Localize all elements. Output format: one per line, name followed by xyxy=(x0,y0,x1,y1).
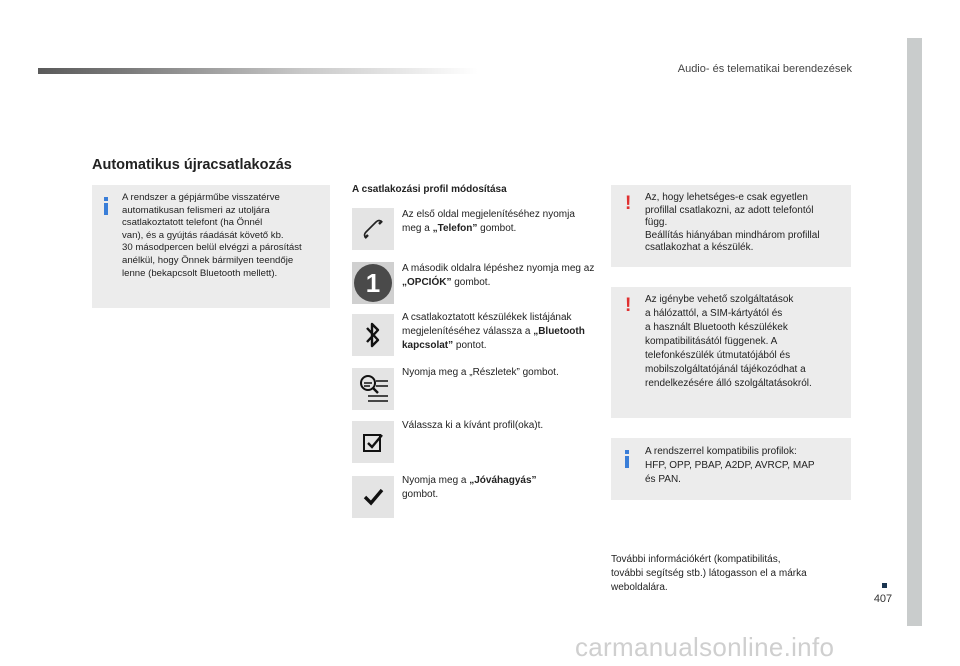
info-icon xyxy=(625,456,629,468)
note-text: A rendszerrel kompatibilis profilok: HFP, OPP, PBAP, A2DP, AVRCP, MAP és PAN. xyxy=(645,446,815,485)
phone-icon xyxy=(360,216,386,242)
details-icon xyxy=(356,372,390,406)
step-number-badge xyxy=(352,262,394,304)
note-text: Az, hogy lehetséges-e csak egyetlen profillal csatlakozni, az adott telefontól függ. Beállítás hiányában mindhárom profillal csatlakozhat a készülék. xyxy=(645,192,820,254)
profile-subtitle: A csatlakozási profil módosítása xyxy=(352,184,507,195)
step-text-bluetooth: A csatlakoztatott készülékek listájának megjelenítéséhez válassza a „Bluetooth kapcsolat” pontot. xyxy=(402,312,585,351)
page-number: 407 xyxy=(873,593,893,605)
watermark: carmanualsonline.info xyxy=(575,632,835,662)
details-step-icon xyxy=(352,368,394,410)
confirm-step-icon xyxy=(352,476,394,518)
warning-icon: ! xyxy=(625,295,632,316)
page-marker xyxy=(882,583,887,588)
header-gradient-bar xyxy=(38,68,478,74)
warning-icon: ! xyxy=(625,193,632,214)
checkmark-icon xyxy=(362,486,384,508)
checkbox-step-icon xyxy=(352,421,394,463)
warning-note-single-profile xyxy=(611,185,851,267)
header-title: Audio- és telematikai berendezések xyxy=(677,63,852,75)
note-text: Az igénybe vehető szolgáltatások a hálózattól, a SIM-kártyától és a használt Bluetooth készülékek kompatibilitásától függenek. A telefonkészülék útmutatójából és mobilszolgáltatójánál tájékozódhat a rendelkezésére álló szolgáltatásokról. xyxy=(645,294,812,389)
info-note-profiles xyxy=(611,438,851,500)
warning-note-services xyxy=(611,287,851,418)
bluetooth-step-icon xyxy=(352,314,394,356)
step-text-select-profile: Válassza ki a kívánt profil(oka)t. xyxy=(402,420,544,431)
step-number: 1 xyxy=(365,268,381,298)
section-title: Automatikus újracsatlakozás xyxy=(92,157,292,173)
info-icon xyxy=(104,203,108,215)
bluetooth-icon xyxy=(362,320,384,350)
step-text-confirm: Nyomja meg a „Jóváhagyás” gombot. xyxy=(402,475,537,500)
note-text: A rendszer a gépjárműbe visszatérve automatikusan felismeri az utoljára csatlakoztatott telefont (ha Önnél van), és a gyújtás ráadását követő kb. 30 másodpercen belül elvégzi a párosítást anélkül, hogy Önnek bármilyen teendője lenne (bekapcsolt Bluetooth mellett). xyxy=(122,192,302,279)
footer-text: További információkért (kompatibilitás, további segítség stb.) látogasson el a márka weboldalára. xyxy=(611,554,807,593)
info-note-reconnect xyxy=(92,185,330,308)
step-text-phone: Az első oldal megjelenítéséhez nyomja meg a „Telefon” gombot. xyxy=(402,209,575,234)
checkbox-icon xyxy=(362,431,384,453)
step-text-options: A második oldalra lépéshez nyomja meg az „OPCIÓK” gombot. xyxy=(402,263,595,288)
phone-step-icon xyxy=(352,208,394,250)
side-tab xyxy=(907,38,922,626)
step-text-details: Nyomja meg a „Részletek” gombot. xyxy=(402,367,559,378)
